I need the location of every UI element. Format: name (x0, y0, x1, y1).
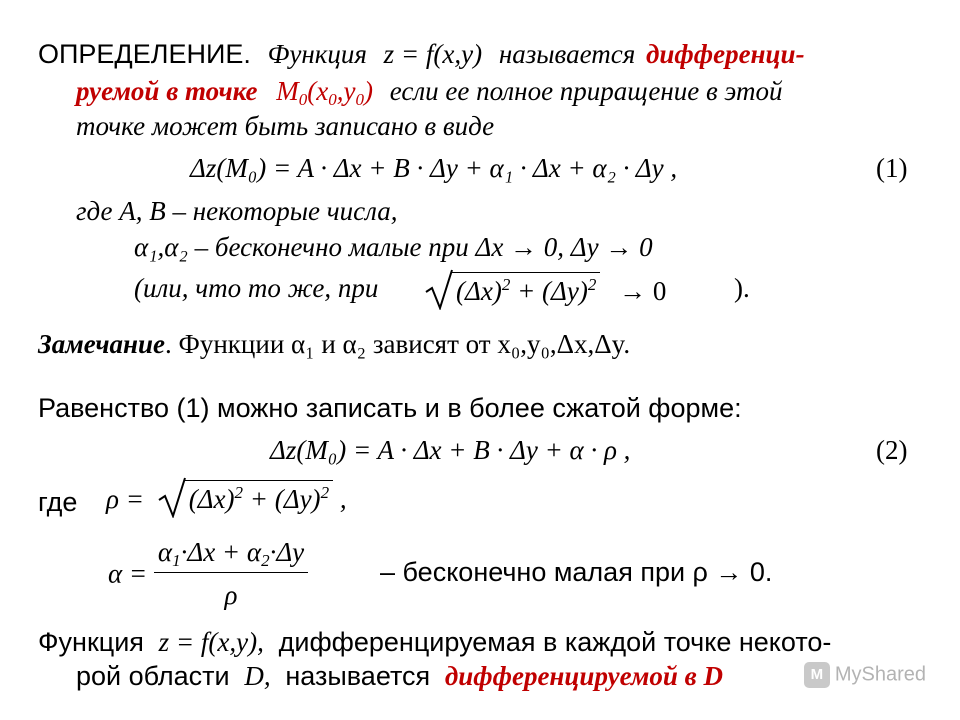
function-notation: z = f(x,y) (383, 39, 483, 69)
remark-text: . Функции α₁ и α₂ зависят от x₀,y₀,Δx,Δy. (165, 329, 631, 359)
where-text: (или, что то же, при (134, 273, 379, 303)
definition-text: называется (498, 39, 636, 69)
alpha-fraction: $\frac{\alpha_1\cdot\Delta x + \alpha_2\cdot\Delta y}{\rho}$ (154, 536, 308, 611)
where-line-2: α₁,α₂ – бесконечно малые при Δx → 0, Δy → 0 (134, 232, 653, 262)
formula-1-label: (1) (876, 153, 908, 183)
definition-line-1 (38, 38, 805, 70)
final-line-1: Функция z = f(x,y), дифференцируемая в каждой точке некото- (38, 627, 832, 657)
definition-text: Функция (267, 39, 367, 69)
formula-1: Δz(M₀) = A · Δx + B · Δy + α₁ · Δx + α₂ · Δy , (190, 153, 678, 183)
equality-text: Равенство (1) можно записать и в более сжатой форме: (38, 393, 742, 423)
highlighted-term: дифференци- (646, 39, 805, 69)
final-line-2: рой области D, называется дифференцируемой в D (76, 661, 723, 691)
point-notation: $M_0(x_0,y_0)$ (276, 76, 373, 109)
highlighted-term: дифференцируемой в D (444, 661, 723, 691)
formula-2: Δz(M₀) = A · Δx + B · Δy + α · ρ , (270, 435, 631, 465)
sqrt-condition: $(\Delta x)^2 + (\Delta y)^2 \to 0$ (424, 272, 666, 307)
formula-2-label: (2) (876, 435, 908, 465)
remark-heading: Замечание (38, 329, 166, 359)
definition-text: если ее полное приращение в этой (389, 76, 783, 106)
alpha-note: – бесконечно малая при ρ → 0. (380, 557, 773, 587)
sqrt-symbol: $(\Delta x)^2 + (\Delta y)^2$ (424, 272, 600, 307)
rho-definition: ρ = $(\Delta x)^2 + (\Delta y)^2$ , (106, 480, 347, 515)
where-close: ). (734, 273, 750, 303)
where-line-1: где A, B – некоторые числа, (76, 196, 398, 226)
watermark: M MyShared (804, 662, 926, 688)
highlighted-term: руемой в точке (76, 76, 258, 106)
remark-line (38, 328, 630, 360)
where-line-3 (134, 272, 378, 304)
definition-line-2 (76, 75, 782, 107)
alpha-definition: α = $\frac{\alpha_1\cdot\Delta x + \alpha_2\cdot\Delta y}{\rho}$ (108, 536, 308, 611)
definition-line-3: точке может быть записано в виде (76, 111, 495, 141)
where-label: где (38, 487, 78, 517)
watermark-logo-icon: M (804, 662, 830, 688)
definition-lead: ОПРЕДЕЛЕНИЕ. (38, 39, 251, 69)
sqrt-symbol: $(\Delta x)^2 + (\Delta y)^2$ (157, 480, 333, 515)
